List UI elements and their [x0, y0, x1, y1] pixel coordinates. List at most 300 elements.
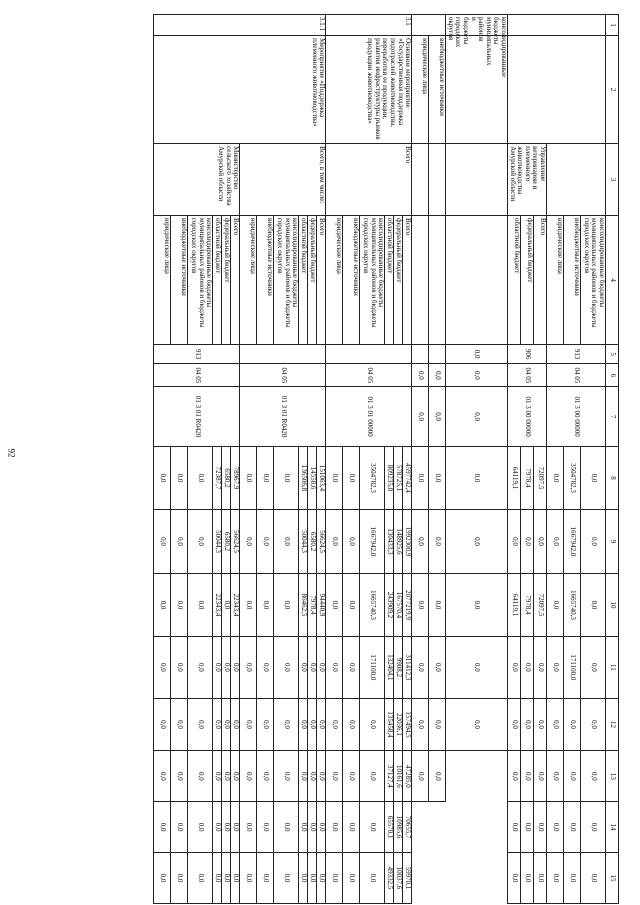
amount-cell: 0,0 [429, 637, 446, 698]
amount-cell: 0,0 [240, 853, 257, 904]
source-label: Всего [317, 216, 326, 345]
grbs-code: 913 [154, 345, 240, 364]
amount-cell: 0,0 [274, 751, 299, 802]
source-label: внебюджетные источники [171, 216, 188, 345]
amount-cell: 0,0 [564, 802, 581, 853]
amount-cell: 0,0 [412, 446, 429, 509]
amount-cell: 0,0 [326, 573, 343, 636]
amount-cell: 0,0 [326, 751, 343, 802]
amount-cell: 0,0 [154, 802, 171, 853]
amount-cell: 0,0 [317, 802, 326, 853]
amount-cell: 0,0 [274, 853, 299, 904]
amount-cell: 0,0 [188, 446, 213, 509]
amount-cell: 0,0 [154, 510, 171, 573]
column-number: 3 [606, 144, 619, 216]
amount-cell: 0,0 [299, 853, 308, 904]
table-row [581, 15, 606, 904]
amount-cell: 0,0 [343, 802, 360, 853]
amount-cell: 0,0 [257, 802, 274, 853]
column-number: 12 [606, 698, 619, 751]
amount-cell: 0,0 [508, 698, 521, 751]
measure-number: 3.1 [326, 15, 412, 36]
amount-cell: 1992300,9 [403, 510, 412, 573]
amount-cell: 0,0 [171, 573, 188, 636]
source-label: федеральный бюджет [222, 216, 231, 345]
executor-total: Всего, в том числе: [240, 144, 326, 216]
amount-cell: 0,0 [222, 751, 231, 802]
amount-cell: 0,0 [343, 573, 360, 636]
source-label: внебюджетные источники [429, 36, 446, 144]
amount-cell: 0,0 [154, 573, 171, 636]
amount-cell: 56624,5 [317, 510, 326, 573]
amount-cell: 0,0 [581, 751, 606, 802]
amount-cell: 59970,1 [403, 853, 412, 904]
amount-cell: 0,0 [547, 802, 564, 853]
amount-cell: 0,0 [222, 802, 231, 853]
csr-code: 01 3 01 R0420 [240, 387, 326, 446]
source-label: внебюджетные источники [343, 216, 360, 345]
source-label: консолидированные бюджеты муниципальных районов и бюджеты городских округов [274, 216, 299, 345]
amount-cell: 157494,5 [403, 698, 412, 751]
amount-cell: 0,0 [274, 637, 299, 698]
amount-cell: 0,0 [257, 853, 274, 904]
source-label: федеральный бюджет [521, 216, 534, 345]
amount-cell: 0,0 [171, 510, 188, 573]
amount-cell: 132404,1 [385, 637, 394, 698]
table-row [403, 15, 412, 904]
table-stage [99, 14, 619, 904]
amount-cell: 0,0 [521, 510, 534, 573]
amount-cell: 0,0 [326, 446, 343, 509]
amount-cell: 0,0 [412, 637, 429, 698]
amount-cell: 0,0 [240, 698, 257, 751]
amount-cell: 0,0 [360, 751, 385, 802]
amount-cell: 0,0 [154, 446, 171, 509]
amount-cell: 0,0 [429, 698, 446, 751]
amount-cell: 0,0 [257, 637, 274, 698]
amount-cell: 0,0 [154, 698, 171, 751]
amount-cell: 0,0 [581, 853, 606, 904]
amount-cell: 2077219,9 [403, 573, 412, 636]
amount-cell: 0,0 [188, 853, 213, 904]
grbs-code-empty [240, 345, 326, 364]
code-cell-empty [412, 144, 429, 216]
amount-cell: 0,0 [274, 802, 299, 853]
amount-cell: 0,0 [188, 637, 213, 698]
source-label: консолидированные бюджеты муниципальных районов и бюджеты городских округов [446, 15, 508, 36]
amount-cell: 94440,9 [317, 573, 326, 636]
csr-code: 01 3 00 00000 [508, 387, 547, 446]
amount-cell: 56624,5 [231, 510, 240, 573]
executor-total: Всего [326, 144, 412, 216]
amount-cell: 0,0 [240, 510, 257, 573]
amount-cell: 0,0 [429, 751, 446, 802]
page-number: 92 [6, 448, 16, 457]
amount-cell: 0,0 [308, 751, 317, 802]
amount-cell: 0,0 [534, 698, 547, 751]
cell-name-empty [508, 36, 606, 144]
source-label: федеральный бюджет [394, 216, 403, 345]
amount-cell: 0,0 [412, 387, 429, 446]
amount-cell: 0,0 [534, 853, 547, 904]
amount-cell: 0,0 [534, 802, 547, 853]
amount-cell: 0,0 [231, 853, 240, 904]
source-label: юридические лица [412, 36, 429, 144]
amount-cell: 0,0 [317, 637, 326, 698]
amount-cell: 1665740,3 [360, 573, 385, 636]
column-number: 13 [606, 751, 619, 802]
amount-cell: 0,0 [326, 802, 343, 853]
amount-cell: 171100,0 [360, 637, 385, 698]
measure-name: Мероприятие «Поддержка племенного животноводства» [154, 36, 326, 144]
grbs-code: 913 [547, 345, 606, 364]
code-cell-empty [429, 345, 446, 364]
amount-cell: 0,0 [429, 573, 446, 636]
amount-cell: 0,0 [429, 387, 446, 446]
code-cell-empty [446, 36, 508, 144]
amount-cell: 0,0 [171, 637, 188, 698]
source-label: внебюджетные источники [564, 216, 581, 345]
amount-cell: 0,0 [508, 637, 521, 698]
source-label: областной бюджет [299, 216, 308, 345]
amount-cell: 0,0 [564, 853, 581, 904]
column-number: 6 [606, 364, 619, 387]
amount-cell: 22343,4 [213, 573, 222, 636]
amount-cell: 135458,4 [385, 698, 394, 751]
amount-cell: 3504782,3 [360, 446, 385, 509]
amount-cell: 130433,3 [385, 510, 394, 573]
amount-cell: 0,0 [547, 698, 564, 751]
source-label: Всего [534, 216, 547, 345]
amount-cell: 0,0 [547, 446, 564, 509]
amount-cell: 0,0 [154, 637, 171, 698]
amount-cell: 0,0 [412, 364, 429, 387]
column-number: 9 [606, 510, 619, 573]
amount-cell: 0,0 [171, 698, 188, 751]
amount-cell: 0,0 [222, 573, 231, 636]
amount-cell: 0,0 [534, 751, 547, 802]
amount-cell: 0,0 [257, 751, 274, 802]
amount-cell: 148925,6 [394, 510, 403, 573]
amount-cell: 0,0 [581, 698, 606, 751]
amount-cell: 0,0 [547, 751, 564, 802]
source-label: федеральный бюджет [308, 216, 317, 345]
rz-code: 04 05 [508, 364, 547, 387]
amount-cell: 0,0 [240, 751, 257, 802]
amount-cell: 0,0 [412, 510, 429, 573]
measure-number: 3.1.1 [154, 15, 326, 36]
amount-cell: 0,0 [222, 637, 231, 698]
amount-cell: 65570,1 [385, 802, 394, 853]
table-row [412, 15, 429, 904]
source-label: областной бюджет [508, 216, 521, 345]
csr-code: 01 3 01 R0420 [154, 387, 240, 446]
amount-cell: 0,0 [308, 802, 317, 853]
amount-cell: 0,0 [547, 853, 564, 904]
table-row [534, 15, 547, 904]
amount-cell: 0,0 [222, 853, 231, 904]
source-label: Всего [403, 216, 412, 345]
amount-cell: 22036,1 [394, 698, 403, 751]
amount-cell: 0,0 [188, 751, 213, 802]
amount-cell: 809235,0 [385, 446, 394, 509]
amount-cell: 0,0 [257, 510, 274, 573]
amount-cell: 7978,4 [308, 573, 317, 636]
amount-cell: 10037,6 [394, 853, 403, 904]
amount-cell: 3504782,3 [564, 446, 581, 509]
amount-cell: 0,0 [343, 698, 360, 751]
amount-cell: 0,0 [308, 637, 317, 698]
amount-cell: 0,0 [240, 573, 257, 636]
amount-cell: 0,0 [581, 446, 606, 509]
amount-cell: 0,0 [257, 573, 274, 636]
amount-cell: 0,0 [581, 510, 606, 573]
amount-cell: 151063,4 [317, 446, 326, 509]
amount-cell: 0,0 [240, 446, 257, 509]
amount-cell: 0,0 [446, 446, 508, 509]
amount-cell: 311412,3 [403, 637, 412, 698]
amount-cell: 0,0 [446, 637, 508, 698]
amount-cell: 136506,8 [299, 446, 308, 509]
amount-cell: 0,0 [343, 446, 360, 509]
amount-cell: 0,0 [534, 510, 547, 573]
table-row [317, 15, 326, 904]
amount-cell: 0,0 [534, 637, 547, 698]
amount-cell: 14558,6 [308, 446, 317, 509]
amount-cell: 0,0 [429, 446, 446, 509]
amount-cell: 0,0 [274, 698, 299, 751]
amount-cell: 0,0 [412, 751, 429, 802]
amount-cell: 0,0 [240, 802, 257, 853]
amount-cell: 10985,6 [394, 802, 403, 853]
rz-code: 04 05 [326, 364, 412, 387]
code-cell-empty [446, 216, 508, 345]
amount-cell: 0,0 [508, 853, 521, 904]
amount-cell: 6580,2 [222, 446, 231, 509]
amount-cell: 0,0 [446, 698, 508, 751]
csr-code: 01 3 00 00000 [547, 387, 606, 446]
amount-cell: 6580,2 [308, 510, 317, 573]
amount-cell: 7978,4 [521, 446, 534, 509]
amount-cell: 0,0 [581, 802, 606, 853]
amount-cell: 0,0 [299, 698, 308, 751]
amount-cell: 0,0 [326, 853, 343, 904]
amount-cell: 50044,3 [213, 510, 222, 573]
amount-cell: 0,0 [317, 751, 326, 802]
amount-cell: 0,0 [343, 853, 360, 904]
amount-cell: 0,0 [213, 751, 222, 802]
amount-cell: 1667942,0 [360, 510, 385, 573]
table-row [231, 15, 240, 904]
source-label: консолидированные бюджеты муниципальных районов и бюджеты городских округов [581, 216, 606, 345]
amount-cell: 0,0 [231, 698, 240, 751]
amount-cell: 0,0 [429, 364, 446, 387]
amount-cell: 47285,0 [403, 751, 412, 802]
amount-cell: 0,0 [521, 751, 534, 802]
amount-cell: 0,0 [547, 573, 564, 636]
amount-cell: 0,0 [360, 802, 385, 853]
amount-cell: 0,0 [326, 637, 343, 698]
amount-cell: 72097,5 [534, 446, 547, 509]
amount-cell: 0,0 [446, 573, 508, 636]
amount-cell: 0,0 [188, 802, 213, 853]
amount-cell: 64119,1 [508, 446, 521, 509]
amount-cell: 0,0 [171, 802, 188, 853]
amount-cell: 0,0 [231, 802, 240, 853]
amount-cell: 0,0 [240, 637, 257, 698]
amount-cell: 578725,1 [394, 446, 403, 509]
amount-cell: 0,0 [274, 446, 299, 509]
amount-cell: 0,0 [547, 510, 564, 573]
amount-cell: 0,0 [581, 573, 606, 636]
code-cell-empty [429, 144, 446, 216]
csr-code: 01 3 01 00000 [326, 387, 412, 446]
amount-cell: 50044,3 [299, 510, 308, 573]
column-number: 11 [606, 637, 619, 698]
amount-cell: 64119,1 [508, 573, 521, 636]
amount-cell: 49332,5 [385, 853, 394, 904]
amount-cell: 0,0 [257, 698, 274, 751]
amount-cell: 0,0 [521, 802, 534, 853]
amount-cell: 0,0 [446, 510, 508, 573]
amount-cell: 0,0 [188, 573, 213, 636]
source-label: юридические лица [154, 216, 171, 345]
amount-cell: 0,0 [188, 510, 213, 573]
amount-cell: 0,0 [188, 698, 213, 751]
code-cell-empty [412, 345, 429, 364]
column-number: 1 [606, 15, 619, 36]
amount-cell: 0,0 [343, 637, 360, 698]
column-number: 5 [606, 345, 619, 364]
amount-cell: 70655,7 [403, 802, 412, 853]
rz-code: 04 05 [154, 364, 240, 387]
source-label: юридические лица [326, 216, 343, 345]
budget-table [153, 14, 619, 904]
amount-cell: 0,0 [343, 751, 360, 802]
amount-cell: 0,0 [326, 698, 343, 751]
column-number: 10 [606, 573, 619, 636]
amount-cell: 0,0 [446, 364, 508, 387]
amount-cell: 0,0 [171, 446, 188, 509]
source-label: консолидированные бюджеты муниципальных районов и бюджеты городских округов [360, 216, 385, 345]
cell-number-empty [508, 15, 606, 36]
amount-cell: 0,0 [521, 698, 534, 751]
amount-cell: 22343,4 [231, 573, 240, 636]
amount-cell: 0,0 [581, 637, 606, 698]
executor-cell-empty [412, 15, 446, 36]
amount-cell: 0,0 [412, 573, 429, 636]
column-number: 14 [606, 802, 619, 853]
amount-cell: 0,0 [360, 698, 385, 751]
amount-cell: 0,0 [231, 637, 240, 698]
code-cell-empty [412, 216, 429, 345]
amount-cell: 171100,0 [564, 637, 581, 698]
amount-cell: 167570,4 [394, 573, 403, 636]
rz-code: 04 05 [240, 364, 326, 387]
source-label: областной бюджет [385, 216, 394, 345]
amount-cell: 78967,9 [231, 446, 240, 509]
amount-cell: 37127,4 [385, 751, 394, 802]
amount-cell: 0,0 [308, 853, 317, 904]
column-number: 4 [606, 216, 619, 345]
amount-cell: 10161,6 [394, 751, 403, 802]
executor-vet: Управление ветеринарии и племенного животноводства Амурской области [508, 144, 547, 216]
amount-cell: 0,0 [274, 573, 299, 636]
amount-cell: 72097,5 [534, 573, 547, 636]
amount-cell: 0,0 [257, 446, 274, 509]
amount-cell: 0,0 [299, 637, 308, 698]
amount-cell: 0,0 [154, 853, 171, 904]
source-label: внебюджетные источники [257, 216, 274, 345]
amount-cell: 0,0 [317, 853, 326, 904]
source-label: юридические лица [547, 216, 564, 345]
code-cell-empty [446, 144, 508, 216]
column-number: 15 [606, 853, 619, 904]
amount-cell: 0,0 [231, 751, 240, 802]
amount-cell: 0,0 [547, 637, 564, 698]
amount-cell: 1667942,0 [564, 510, 581, 573]
source-label: областной бюджет [213, 216, 222, 345]
amount-cell: 0,0 [508, 510, 521, 573]
amount-cell: 0,0 [564, 698, 581, 751]
table-row [446, 15, 508, 904]
amount-cell: 0,0 [274, 510, 299, 573]
amount-cell: 0,0 [564, 751, 581, 802]
page-number-margin [0, 0, 22, 905]
amount-cell: 1665740,3 [564, 573, 581, 636]
amount-cell: 0,0 [299, 751, 308, 802]
amount-cell: 72387,7 [213, 446, 222, 509]
amount-cell: 0,0 [317, 698, 326, 751]
source-label: юридические лица [240, 216, 257, 345]
code-cell-empty [429, 216, 446, 345]
rz-code: 04 05 [547, 364, 606, 387]
amount-cell: 0,0 [213, 637, 222, 698]
cell-executor-empty [547, 144, 606, 216]
executor-ministry: Министерство сельского хозяйства Амурской области [154, 144, 240, 216]
amount-cell: 0,0 [343, 510, 360, 573]
grbs-code: 906 [508, 345, 547, 364]
amount-cell: 0,0 [213, 802, 222, 853]
amount-cell: 0,0 [360, 853, 385, 904]
rotated-table-frame [99, 14, 619, 904]
amount-cell: 243909,2 [385, 573, 394, 636]
amount-cell: 0,0 [213, 853, 222, 904]
amount-cell: 0,0 [171, 751, 188, 802]
amount-cell: 0,0 [412, 698, 429, 751]
column-number: 8 [606, 446, 619, 509]
amount-cell: 4597742,4 [403, 446, 412, 509]
amount-cell: 86462,5 [299, 573, 308, 636]
amount-cell: 0,0 [429, 510, 446, 573]
amount-cell: 0,0 [446, 345, 508, 364]
amount-cell: 6580,2 [222, 510, 231, 573]
amount-cell: 7978,4 [521, 573, 534, 636]
amount-cell: 0,0 [222, 698, 231, 751]
source-label: Всего [231, 216, 240, 345]
amount-cell: 0,0 [171, 853, 188, 904]
source-label: консолидированные бюджеты муниципальных районов и бюджеты городских округов [188, 216, 213, 345]
amount-cell: 0,0 [154, 751, 171, 802]
amount-cell: 0,0 [446, 387, 508, 446]
amount-cell: 0,0 [508, 802, 521, 853]
column-number: 2 [606, 36, 619, 144]
column-number-row [606, 15, 619, 904]
table-row [429, 15, 446, 904]
amount-cell: 0,0 [213, 698, 222, 751]
amount-cell: 0,0 [299, 802, 308, 853]
measure-name: Основное мероприятие «Государственная поддержка подотраслей животноводства, переработки ее продукции, развития инфраструктуры рынков продукции животноводства» [326, 36, 412, 144]
